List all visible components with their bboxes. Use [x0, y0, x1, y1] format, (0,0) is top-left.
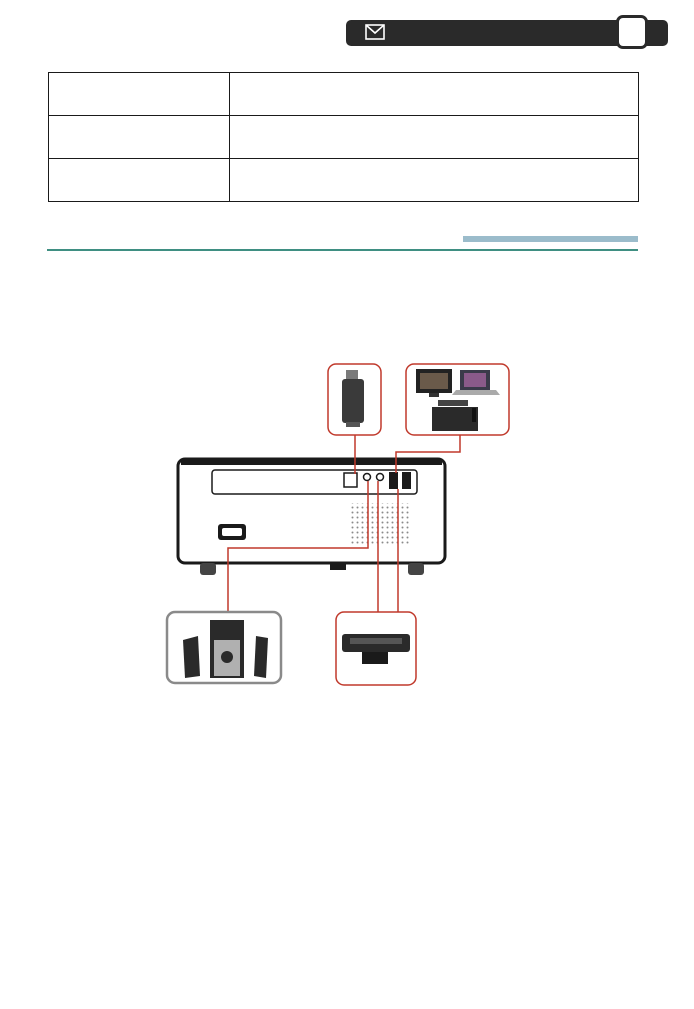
computer-devices-illustration	[406, 364, 509, 435]
media-player-illustration	[336, 612, 416, 685]
projector-illustration	[178, 459, 445, 575]
speaker-system-illustration	[167, 612, 281, 683]
usb-drive-illustration	[328, 364, 381, 435]
